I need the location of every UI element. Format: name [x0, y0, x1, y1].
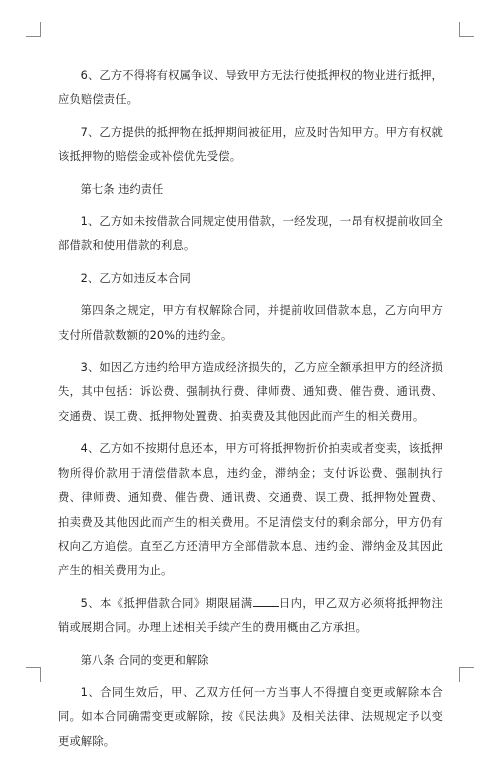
article-7-heading: 第七条 违约责任	[80, 182, 164, 196]
clause-7-requisition: 7、乙方提供的抵押物在抵押期间被征用，应及时告知甲方。甲方有权就该抵押物的赔偿金或补偿优先受偿。	[58, 125, 443, 164]
breach-clause-2-continued: 第四条之规定，甲方有权解除合同，并提前收回借款本息，乙方向甲方支付所借款数额的20%的违约金。	[58, 304, 443, 342]
article-8-heading: 第八条 合同的变更和解除	[80, 653, 209, 667]
breach-clause-4: 4、乙方如不按期付息还本，甲方可将抵押物折价拍卖或者变卖，该抵押物所得价款用于清偿借款本息，违约金，滞纳金；支付诉讼费、强制执行费、律师费、通知费、催告费、通讯费、交通费、误工费、抵押物处置费、拍卖费及其他因此而产生的相关费用。不足清偿支付的剩余部分，甲方仍有权向乙方追偿。直至乙方还清甲方全部借款本息、违约金、滞纳金及其因此产生的相关费用为止。	[58, 442, 443, 578]
document-body	[58, 64, 443, 762]
breach-clause-5-end: 日内，甲乙双方必须将抵押物注销或展期合同。办理上述相关手续产生的费用概由乙方承担。	[58, 596, 443, 635]
page-corner-top-left	[26, 22, 41, 37]
page-corner-bottom-right	[459, 667, 474, 682]
breach-clause-5-start: 5、本《抵押借款合同》期限届满	[80, 596, 253, 610]
page-corner-bottom-left	[26, 667, 41, 682]
breach-clause-2: 2、乙方如违反本合同	[80, 271, 191, 285]
clause-6-property-dispute: 6、乙方不得将有权属争议、导致甲方无法行使抵押权的物业进行抵押，应负赔偿责任。	[58, 69, 443, 107]
page-corner-top-right	[459, 22, 474, 37]
breach-clause-1: 1、乙方如未按借款合同规定使用借款，一经发现，一昂有权提前收回全部借款和使用借款的利息。	[58, 215, 443, 253]
modification-clause-1: 1、合同生效后，甲、乙双方任何一方当事人不得擅自变更或解除本合同。如本合同确需变更或解除，按《民法典》及相关法律、法规规定予以变更或解除。	[58, 685, 443, 748]
breach-clause-3: 3、如因乙方违约给甲方造成经济损失的，乙方应全额承担甲方的经济损失，其中包括：诉讼费、强制执行费、律师费、通知费、催告费、通讯费、交通费、误工费、抵押物处置费、拍卖费及其他因此而产生的相关费用。	[58, 361, 443, 423]
days-blank-field	[253, 594, 279, 607]
breach-clause-5	[58, 592, 443, 641]
